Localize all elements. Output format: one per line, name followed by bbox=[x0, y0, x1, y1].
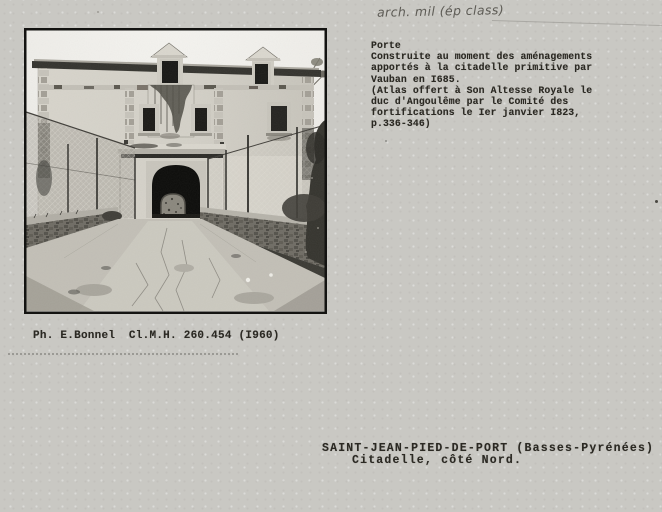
description-line: (Atlas offert à Son Altesse Royale le bbox=[371, 84, 593, 96]
dot-marks bbox=[8, 353, 238, 355]
description-line: Vauban en I685. bbox=[371, 73, 461, 85]
paper-crease bbox=[492, 20, 662, 26]
description-line: p.336-346) bbox=[371, 118, 431, 130]
description-line: duc d'Angoulême par le Comité des bbox=[371, 96, 569, 108]
location-line1: SAINT-JEAN-PIED-DE-PORT (Basses-Pyrénées) bbox=[322, 442, 655, 455]
citadel-photo bbox=[24, 28, 327, 314]
location-caption bbox=[322, 443, 654, 467]
description-line: Construite au moment des aménagements bbox=[371, 51, 593, 63]
description-line: apportés à la citadelle primitive par bbox=[371, 62, 593, 74]
description-line: fortifications le Ier janvier I823, bbox=[371, 107, 581, 119]
paper-speck bbox=[385, 140, 387, 142]
paper-speck bbox=[97, 11, 99, 13]
handwritten-annotation: arch. mil (ép class) bbox=[376, 2, 505, 20]
location-line2: Citadelle, côté Nord. bbox=[352, 453, 523, 467]
description-line: Porte bbox=[371, 40, 401, 51]
paper-speck bbox=[655, 200, 658, 203]
typed-description bbox=[371, 40, 659, 130]
photo-credit: Ph. E.Bonnel Cl.M.H. 260.454 (I960) bbox=[33, 330, 280, 342]
